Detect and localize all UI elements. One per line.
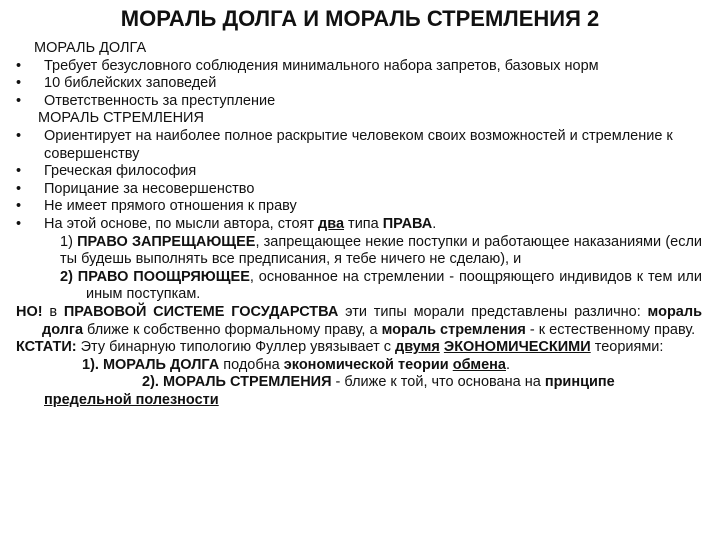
bullet-icon: • (16, 163, 22, 180)
list-item (16, 216, 702, 234)
exchange-term: обмена (452, 356, 506, 373)
bullet-icon: • (16, 127, 22, 144)
economic-theory-term: экономической теории (283, 356, 449, 373)
list-item (16, 181, 702, 199)
bullet-icon: • (16, 215, 22, 232)
bullet-icon: • (16, 198, 22, 215)
section-heading-duty: МОРАЛЬ ДОЛГА (34, 40, 147, 56)
two-term: двумя (395, 339, 440, 356)
section-heading-aspiration: МОРАЛЬ СТРЕМЛЕНИЯ (38, 110, 204, 127)
emphasis-two: два (318, 215, 345, 232)
duty-term: мораль долга (42, 303, 702, 338)
bullet-icon: • (16, 75, 22, 92)
slide-title: МОРАЛЬ ДОЛГА И МОРАЛЬ СТРЕМЛЕНИЯ 2 (120, 6, 600, 31)
list-item-text: Порицание за несовершенство (44, 180, 255, 197)
list-item-text: Ориентирует на наиболее полное раскрытие человеком своих возможностей и стремление к совершенству (44, 127, 673, 162)
paragraph-lead: НО! (16, 303, 43, 320)
aspiration-term: мораль стремления (381, 321, 526, 338)
list-item (16, 75, 702, 93)
list-item (16, 128, 702, 163)
list-item-text: Ответственность за преступление (44, 92, 276, 109)
state-system-paragraph: НО! в ПРАВОВОЙ СИСТЕМЕ ГОСУДАРСТВА эти типы морали представлены различно: мораль долга ближе к собственно формальному праву, а мораль стремления - к естественному праву. (16, 303, 702, 338)
list-item-text: На этой основе, по мысли автора, стоят два типа ПРАВА. (44, 215, 437, 232)
principle-term: принципе (544, 374, 615, 391)
list-item (16, 163, 702, 181)
law-type-name: ПРАВО ЗАПРЕЩАЮЩЕЕ (77, 233, 256, 250)
law-type-name: ПРАВО ПООЩРЯЮЩЕЕ (77, 268, 250, 285)
list-item (16, 198, 702, 216)
list-item-text: Греческая философия (44, 163, 197, 180)
list-item (16, 93, 702, 111)
btw-paragraph: КСТАТИ: Эту бинарную типологию Фуллер увязывает с двумя ЭКОНОМИЧЕСКИМИ теориями: (16, 339, 664, 356)
slide-body (16, 40, 702, 409)
law-type-prohibiting: 1) ПРАВО ЗАПРЕЩАЮЩЕЕ, запрещающее некие поступки и работающее наказаниями (если ты будешь выполнять все предписания, я тебе ничего не сделаю), и (60, 233, 703, 268)
list-item-text: 10 библейских заповедей (44, 75, 217, 92)
legal-system-term: ПРАВОВОЙ СИСТЕМЕ ГОСУДАРСТВА (63, 303, 339, 320)
list-item-text: Требует безусловного соблюдения минимального набора запретов, базовых норм (44, 57, 599, 74)
emphasis-law: ПРАВА (382, 215, 433, 232)
paragraph-lead: КСТАТИ: (16, 339, 77, 356)
law-type-encouraging: 2) ПРАВО ПООЩРЯЮЩЕЕ, основанное на стремлении - поощряющего индивидов к тем или иным поступкам. (60, 268, 702, 303)
bullet-icon: • (16, 57, 22, 74)
bullet-icon: • (16, 180, 22, 197)
bullet-icon: • (16, 92, 22, 109)
list-item-text: Не имеет прямого отношения к праву (44, 198, 297, 215)
marginal-utility-term: предельной полезности (44, 391, 219, 408)
theory-duty: 1). МОРАЛЬ ДОЛГА подобна экономической теории обмена. (82, 356, 510, 373)
list-item (16, 58, 702, 76)
economic-term: ЭКОНОМИЧЕСКИМИ (443, 339, 591, 356)
theory-aspiration: 2). МОРАЛЬ СТРЕМЛЕНИЯ - ближе к той, что основана на принципе предельной полезности (44, 374, 615, 408)
